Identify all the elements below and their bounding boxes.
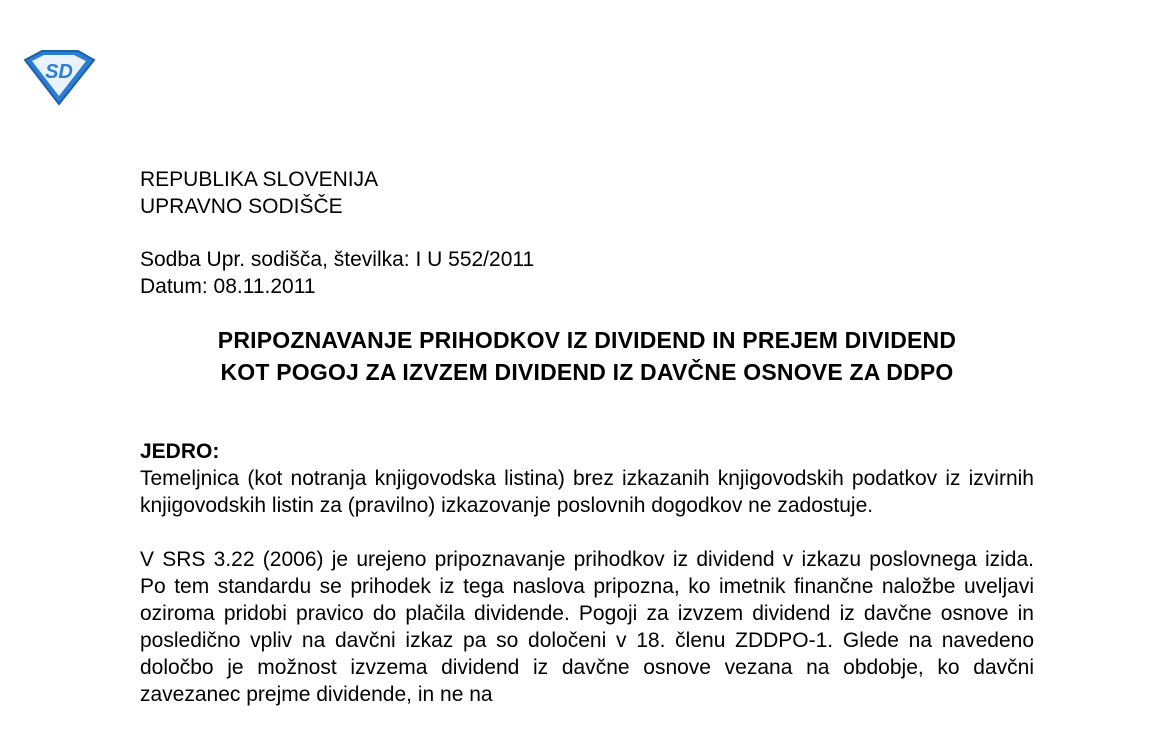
court-logo — [22, 48, 96, 106]
document-body — [140, 166, 1034, 708]
summary-paragraph-1: Temeljnica (kot notranja knjigovodska listina) brez izkazanih knjigovodskih podatkov iz izvirnih knjigovodskih listin za (pravilno) izkazovanje poslovnih dogodkov ne zadostuje. — [140, 467, 1034, 517]
title-line-1: PRIPOZNAVANJE PRIHODKOV IZ DIVIDEND IN PREJEM DIVIDEND — [217, 327, 957, 353]
logo-lettering: SD — [45, 61, 73, 83]
shield-logo-icon — [22, 48, 96, 106]
summary-paragraph-2: V SRS 3.22 (2006) je urejeno pripoznavanje prihodkov iz dividend v izkazu poslovnega izida. Po tem standardu se prihodek iz tega naslova pripozna, ko imetnik finančne naložbe uveljavi oziroma pridobi pravico do plačila dividende. Pogoji za izvzem dividend iz davčne osnove in posledično vpliv na davčni izkaz pa so določeni v 18. členu ZDDPO-1. Glede na navedeno določbo je možnost izvzema dividend iz davčne osnove vezana na obdobje, ko davčni zavezanec prejme dividende, in ne na — [140, 548, 1034, 706]
document-title — [140, 324, 1034, 388]
case-date: Datum: 08.11.2011 — [140, 275, 316, 298]
case-reference: Sodba Upr. sodišča, številka: I U 552/2011 — [140, 248, 535, 271]
title-line-2: KOT POGOJ ZA IZVZEM DIVIDEND IZ DAVČNE OSNOVE ZA DDPO — [220, 359, 954, 385]
court-name: UPRAVNO SODIŠČE — [140, 195, 343, 218]
section-label: JEDRO: — [140, 440, 220, 463]
country-name: REPUBLIKA SLOVENIJA — [140, 168, 379, 191]
